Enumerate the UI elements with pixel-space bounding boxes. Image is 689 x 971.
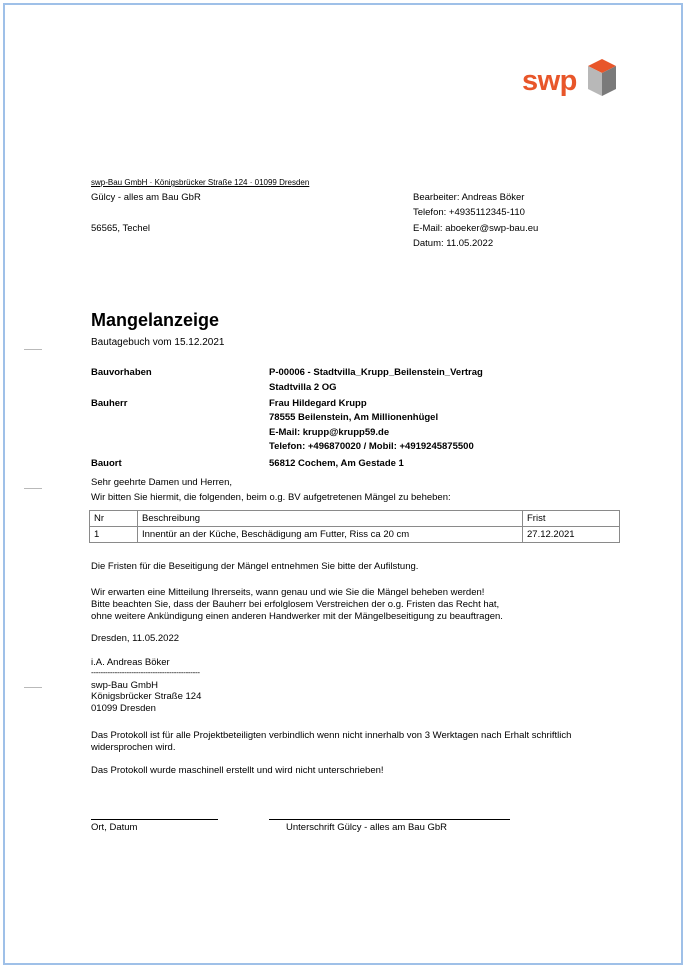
protocol-note-line2: widersprochen wird. (91, 742, 176, 753)
table-row (90, 527, 620, 543)
bauherr-email: E-Mail: krupp@krupp59.de (269, 427, 390, 438)
header-nr: Nr (90, 511, 138, 527)
sender-line: swp-Bau GmbH · Königsbrücker Straße 124 · 01099 Dresden (91, 178, 310, 187)
company-street: Königsbrücker Straße 124 (91, 691, 202, 702)
expectation-line3: ohne weitere Ankündigung einen anderen Handwerker mit der Mängelbeseitigung zu beauftragen. (91, 611, 503, 622)
protocol-note-line1: Das Protokoll ist für alle Projektbeteiligten verbindlich wenn nicht innerhalb von 3 Werktagen nach Erhalt schriftlich (91, 730, 572, 741)
fold-mark (24, 687, 42, 688)
contact-bearbeiter: Bearbeiter: Andreas Böker (413, 192, 525, 203)
recipient-city: 56565, Techel (91, 223, 150, 234)
header-frist: Frist (523, 511, 620, 527)
table-header-row (90, 511, 620, 527)
bauort-value: 56812 Cochem, Am Gestade 1 (269, 458, 404, 469)
bauvorhaben-line2: Stadtvilla 2 OG (269, 382, 337, 393)
signature-line-sign (269, 819, 510, 820)
request-text: Wir bitten Sie hiermit, die folgenden, beim o.g. BV aufgetretenen Mängel zu beheben: (91, 492, 451, 503)
place-date: Dresden, 11.05.2022 (91, 633, 180, 644)
row-nr: 1 (90, 527, 138, 543)
bauvorhaben-label: Bauvorhaben (91, 367, 152, 378)
logo-text: swp (522, 65, 577, 97)
bauherr-name: Frau Hildegard Krupp (269, 398, 367, 409)
page-title: Mangelanzeige (91, 310, 220, 330)
signer-divider: ---------------------------------------------- (91, 668, 200, 677)
contact-email: E-Mail: aboeker@swp-bau.eu (413, 223, 539, 234)
bauort-label: Bauort (91, 458, 122, 469)
bauherr-phone: Telefon: +496870020 / Mobil: +4919245875500 (269, 441, 474, 452)
contact-telefon: Telefon: +4935112345-110 (413, 207, 525, 218)
row-frist: 27.12.2021 (523, 527, 620, 543)
expectation-line2: Bitte beachten Sie, dass der Bauherr bei erfolglosem Verstreichen der o.g. Fristen das Recht hat, (91, 599, 500, 610)
subtitle: Bautagebuch vom 15.12.2021 (91, 337, 225, 348)
bauherr-address: 78555 Beilenstein, Am Millionenhügel (269, 412, 439, 423)
cube-icon (586, 58, 618, 100)
fold-mark (24, 488, 42, 489)
signature-sign-label: Unterschrift Gülcy - alles am Bau GbR (286, 822, 448, 833)
signature-line-date (91, 819, 218, 820)
row-beschreibung: Innentür an der Küche, Beschädigung am Futter, Riss ca 20 cm (138, 527, 523, 543)
greeting: Sehr geehrte Damen und Herren, (91, 477, 232, 488)
company-name: swp-Bau GmbH (91, 680, 159, 691)
defects-table (89, 510, 620, 543)
expectation-line1: Wir erwarten eine Mitteilung Ihrerseits, wann genau und wie Sie die Mängel beheben werden! (91, 587, 485, 598)
recipient-name: Gülcy - alles am Bau GbR (91, 192, 201, 203)
deadline-note: Die Fristen für die Beseitigung der Mängel entnehmen Sie bitte der Aufilstung. (91, 561, 419, 572)
bauvorhaben-line1: P-00006 - Stadtvilla_Krupp_Beilenstein_Vertrag (269, 367, 483, 378)
machine-note: Das Protokoll wurde maschinell erstellt und wird nicht unterschrieben! (91, 765, 384, 776)
contact-datum: Datum: 11.05.2022 (413, 238, 494, 249)
signer-name: i.A. Andreas Böker (91, 657, 170, 668)
bauherr-label: Bauherr (91, 398, 128, 409)
company-logo (522, 58, 622, 102)
signature-date-label: Ort, Datum (91, 822, 138, 833)
company-city: 01099 Dresden (91, 703, 156, 714)
fold-mark (24, 349, 42, 350)
header-beschreibung: Beschreibung (138, 511, 523, 527)
